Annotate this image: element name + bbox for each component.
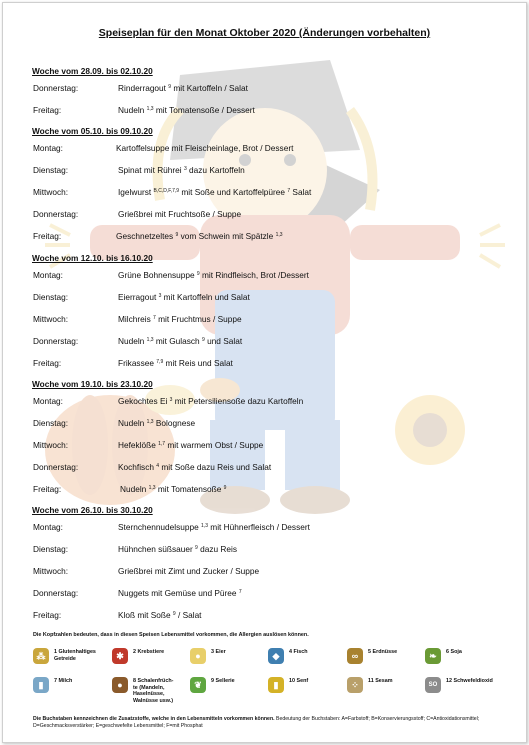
day-label: Donnerstag: bbox=[33, 209, 79, 219]
allergen-code: 3 bbox=[169, 397, 173, 403]
day-label: Montag: bbox=[33, 270, 63, 280]
meal-description: Grießbrei mit Fruchtsoße / Suppe bbox=[118, 209, 242, 219]
meal-description: Nudeln $^{1,3}$ mit Gulasch $^9$ und Salat bbox=[118, 336, 243, 346]
day-label: Dienstag: bbox=[33, 165, 69, 175]
grain-icon: ⁂ bbox=[33, 648, 49, 664]
day-label: Montag: bbox=[33, 396, 63, 406]
meal-description: Igelwurst $^{B,C,D,F,7,9}$ mit Soße und Kartoffelpüree $^7$ Salat bbox=[118, 187, 312, 197]
allergen-code: 1,3 bbox=[201, 523, 208, 529]
meal-description: Grießbrei mit Zimt und Zucker / Suppe bbox=[118, 566, 260, 576]
day-label: Dienstag: bbox=[33, 418, 69, 428]
allergen-code: 7 bbox=[153, 315, 156, 321]
allergen-code: 9 bbox=[175, 232, 179, 238]
allergen-code: 9 bbox=[223, 485, 227, 491]
day-label: Mittwoch: bbox=[33, 440, 69, 450]
allergen-label: 3 Eier bbox=[211, 649, 226, 655]
mustard-icon: ▮ bbox=[268, 677, 284, 693]
allergen-label: 11 Sesam bbox=[368, 678, 393, 684]
meal-description: Hühnchen süßsauer $^9$ dazu Reis bbox=[118, 544, 238, 554]
additives-note-text: Bedeutung der Buchstaben: A=Farbstoff; B=Konservierungsstoff; C=Antioxidationsmittel; D=Geschmacksverstärker; E=geschwefelte Lebensmittel; F=mit Phosphat bbox=[33, 716, 480, 729]
allergen-code: 3 bbox=[158, 293, 162, 299]
day-label: Donnerstag: bbox=[33, 462, 79, 472]
day-label: Dienstag: bbox=[33, 544, 69, 554]
legend-intro: Die Kopfzahlen bedeuten, dass in diesen Speisen Lebensmittel vorkommen, die Allergien auslösen können. bbox=[33, 632, 309, 638]
meal-description: Gekochtes Ei $^3$ mit Petersiliensoße dazu Kartoffeln bbox=[118, 396, 304, 406]
egg-icon: ● bbox=[190, 648, 206, 664]
allergen-code: 1,3 bbox=[146, 337, 154, 343]
day-label: Mittwoch: bbox=[33, 566, 69, 576]
day-label: Donnerstag: bbox=[33, 588, 79, 598]
allergen-code: 1,3 bbox=[148, 485, 156, 491]
meal-description: Frikassee $^{7,9}$ mit Reis und Salat bbox=[118, 358, 233, 368]
allergen-code: 4 bbox=[156, 463, 160, 469]
allergen-label: 8 Schalenfrüch- te (Mandeln, Haselnüsse, Walnüsse usw.) bbox=[133, 678, 174, 704]
crab-icon: ✱ bbox=[112, 648, 128, 664]
week-heading: Woche vom 12.10. bis 16.10.20 bbox=[32, 253, 153, 263]
allergen-code: 9 bbox=[201, 337, 205, 343]
page-title: Speiseplan für den Monat Oktober 2020 (Änderungen vorbehalten) bbox=[98, 27, 431, 39]
allergen-code: 1,7 bbox=[158, 441, 166, 447]
sesame-icon: ⁘ bbox=[347, 677, 363, 693]
meal-description: Milchreis $^7$ mit Fruchtmus / Suppe bbox=[118, 314, 242, 324]
meal-description: Eierragout $^3$ mit Kartoffeln und Salat bbox=[118, 292, 250, 302]
meal-description: Hefeklöße $^{1,7}$ mit warmem Obst / Suppe bbox=[118, 440, 264, 450]
allergen-code: 9 bbox=[196, 271, 200, 277]
allergen-code: 7,9 bbox=[156, 359, 164, 365]
meal-description: Sternchennudelsuppe $^{1,3}$ mit Hühnerfleisch / Dessert bbox=[118, 522, 310, 532]
meal-description: Spinat mit Rührei $^3$ dazu Kartoffeln bbox=[118, 165, 245, 175]
allergen-code: B,C,D,F,7,9 bbox=[153, 188, 180, 194]
day-label: Montag: bbox=[33, 143, 63, 153]
day-label: Dienstag: bbox=[33, 292, 69, 302]
fish-icon: ◆ bbox=[268, 648, 284, 664]
allergen-code: 1,3 bbox=[275, 232, 283, 238]
allergen-code: 7 bbox=[238, 589, 242, 595]
additives-note-bold: Die Buchstaben kennzeichnen die Zusatzstoffe, welche in den Lebensmitteln vorkommen können. bbox=[33, 716, 275, 722]
meal-description: Rinderragout $^9$ mit Kartoffeln / Salat bbox=[118, 83, 248, 93]
day-label: Freitag: bbox=[33, 231, 62, 241]
day-label: Donnerstag: bbox=[33, 83, 79, 93]
meal-description: Kartoffelsuppe mit Fleischeinlage, Brot / Dessert bbox=[116, 143, 294, 153]
meal-description: Kloß mit Soße $^9$ / Salat bbox=[118, 610, 202, 620]
allergen-label: 6 Soja bbox=[446, 649, 462, 655]
day-label: Freitag: bbox=[33, 105, 62, 115]
day-label: Freitag: bbox=[33, 358, 62, 368]
allergen-label: 12 Schwefeldioxid bbox=[446, 678, 493, 684]
meal-description: Nudeln $^{1,3}$ mit Tomatensoße $^9$ bbox=[120, 484, 227, 494]
day-label: Donnerstag: bbox=[33, 336, 79, 346]
allergen-label: 4 Fisch bbox=[289, 649, 308, 655]
allergen-label: 10 Senf bbox=[289, 678, 309, 684]
day-label: Freitag: bbox=[33, 610, 62, 620]
additives-note bbox=[33, 716, 503, 730]
allergen-code: 9 bbox=[168, 84, 172, 90]
meal-description: Geschnetzeltes $^9$ vom Schwein mit Spätzle $^{1,3}$ bbox=[116, 231, 283, 241]
allergen-code: 1,3 bbox=[146, 419, 154, 425]
allergen-label: 9 Sellerie bbox=[211, 678, 235, 684]
allergen-label: 7 Milch bbox=[54, 678, 73, 684]
day-label: Freitag: bbox=[33, 484, 62, 494]
allergen-code: 9 bbox=[195, 545, 198, 551]
week-heading: Woche vom 26.10. bis 30.10.20 bbox=[32, 505, 153, 515]
sulphite-icon: SO bbox=[425, 677, 441, 693]
week-heading: Woche vom 05.10. bis 09.10.20 bbox=[32, 126, 153, 136]
week-heading: Woche vom 28.09. bis 02.10.20 bbox=[32, 66, 153, 76]
meal-description: Grüne Bohnensuppe $^9$ mit Rindfleisch, Brot /Dessert bbox=[118, 270, 309, 280]
meal-description: Kochfisch $^4$ mit Soße dazu Reis und Salat bbox=[118, 462, 272, 472]
allergen-code: 3 bbox=[183, 166, 187, 172]
soy-icon: ❧ bbox=[425, 648, 441, 664]
meal-description: Nudeln $^{1,3}$ mit Tomatensoße / Dessert bbox=[118, 105, 255, 115]
meal-description: Nuggets mit Gemüse und Püree $^7$ bbox=[118, 588, 242, 598]
allergen-code: 1,3 bbox=[146, 106, 154, 112]
day-label: Mittwoch: bbox=[33, 187, 69, 197]
allergen-code: 7 bbox=[287, 188, 291, 194]
peanut-icon: ∞ bbox=[347, 648, 363, 664]
allergen-label: 1 Glutenhaltiges Getreide bbox=[54, 649, 96, 662]
day-label: Montag: bbox=[33, 522, 63, 532]
nut-icon: ● bbox=[112, 677, 128, 693]
meal-description: Nudeln $^{1,3}$ Bolognese bbox=[118, 418, 196, 428]
allergen-code: 9 bbox=[172, 611, 176, 617]
week-heading: Woche vom 19.10. bis 23.10.20 bbox=[32, 379, 153, 389]
day-label: Mittwoch: bbox=[33, 314, 69, 324]
celery-icon: ❦ bbox=[190, 677, 206, 693]
allergen-label: 5 Erdnüsse bbox=[368, 649, 398, 655]
milk-icon: ▮ bbox=[33, 677, 49, 693]
allergen-label: 2 Krebstiere bbox=[133, 649, 165, 655]
